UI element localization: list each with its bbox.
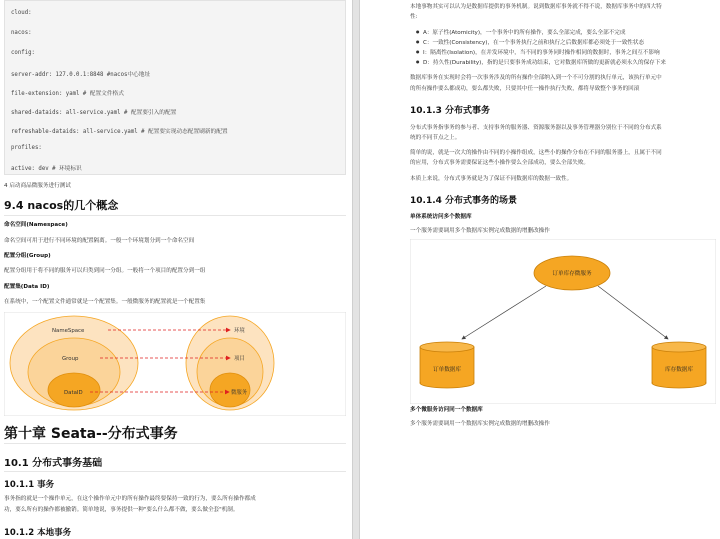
section-title-transaction: 10.1.1 事务 [4,480,55,490]
distributed-text-1: 分布式事务指事务的参与者、支持事务的服务器、资源服务器以及事务管理器分别位于不同的分布式系 [410,125,662,131]
distributed-text-5: 本质上来说，分布式事务就是为了保证不同数据库的数据一致性。 [410,176,573,182]
right-page [360,0,720,539]
divider [4,443,346,444]
label-project: 项目 [234,356,245,362]
transaction-text-2: 功，要么所有的操作都被撤销。简单地说，事务提供一种"要么什么都不做，要么做全套"机制。 [4,507,239,513]
chapter-title: 第十章 Seata--分布式事务 [4,426,178,442]
code-line: shared-dataids: all-service.yaml # 配置要引入的配置 [11,110,177,116]
section-title-basics: 10.1 分布式事务基础 [4,458,103,469]
group-label: 配置分组(Group) [4,253,51,259]
code-line: file-extension: yaml # 配置文件格式 [11,91,124,97]
db-transaction-text-1: 数据库事务在实现时会将一次事务涉及的所有操作全部纳入到一个不可分割的执行单元，该执行单元中 [410,75,662,81]
scene2-title: 多个微服务访问同一个数据库 [410,407,483,413]
scene2-desc: 多个服务需要调用一个数据库实例完成数据的增删改操作 [410,421,550,427]
monolith-multi-db-diagram [410,239,716,404]
code-line: nacos: [11,30,32,36]
label-group: Group [62,356,79,362]
distributed-text-4: 的应用，分布式事务需要保证这些小操作要么全部成功，要么全部失败。 [410,160,590,166]
label-environment: 环境 [234,328,245,334]
namespace-desc: 命名空间可用于进行不同环境的配置隔离。一般一个环境划分到一个命名空间 [4,238,195,244]
divider [4,471,346,472]
acid-item: ● C：一致性(Consistency)，在一个事务执行之前和执行之后数据库都必须处于一致性状态 [423,38,644,46]
acid-item: ● A：原子性(Atomicity)，一个事务中的所有操作，要么全部完成，要么全部不完成 [423,28,626,36]
order-db-label: 订单数据库 [433,367,461,373]
distributed-text-2: 统的不同节点之上。 [410,135,461,141]
order-database-icon [420,342,474,388]
intro-text-1: 本地事物其实可以认为是数据库提供的事务机制。说到数据库事务就不得不说，数据库事务中的四大特 [410,4,662,10]
yaml-code-block [4,0,346,175]
namespace-label: 命名空间(Namespace) [4,222,68,228]
label-namespace: NameSpace [52,328,85,334]
db-transaction-text-2: 的所有操作要么都成功，要么都失败，只要其中任一操作执行失败，都将导致整个事务的回滚 [410,86,640,92]
section-title-distributed: 10.1.3 分布式事务 [410,106,491,116]
divider [4,215,346,216]
stock-db-label: 库存数据库 [665,367,693,373]
stock-database-icon [652,342,706,388]
service-label: 订单库存微服务 [552,271,592,277]
nacos-concept-diagram [4,312,346,416]
scene1-desc: 一个服务需要调用多个数据库实例完成数据的增删改操作 [410,228,550,234]
code-line: refreshable-dataids: all-service.yaml # 配置要实现动态配置刷新的配置 [11,129,228,135]
scene1-title: 单体系统访问多个数据库 [410,214,472,220]
label-dataid: DataID [64,390,83,396]
page-gutter [352,0,360,539]
distributed-text-3: 简单的说，就是一次大的操作由不同的小操作组成，这些小的操作分布在不同的服务器上，且属于不同 [410,150,662,156]
acid-item: ● I：隔离性(Isolation)，在并发环境中，当不同的事务同时操作相同的数据时，事务之间互不影响 [423,48,660,56]
code-line: active: dev # 环境标识 [11,166,82,172]
step-note: 4 启动商品微服务进行测试 [4,183,71,189]
dataid-label: 配置集(Data ID) [4,284,50,290]
label-microservice: 微服务 [231,390,248,396]
acid-item: ● D：持久性(Durability)，指的是只要事务成功结束，它对数据库所做的更新就必须永久的保存下来 [423,58,666,66]
left-page [0,0,352,539]
code-line: profiles: [11,145,42,151]
code-line: server-addr: 127.0.0.1:8848 #nacos中心地址 [11,72,151,78]
dataid-desc: 在系统中，一个配置文件通常就是一个配置集。一般微服务的配置就是一个配置集 [4,299,206,305]
section-title-local-transaction: 10.1.2 本地事务 [4,528,72,538]
group-desc: 配置分组用于将不同的服务可以归类到同一分组。一般将一个项目的配置分到一组 [4,268,206,274]
transaction-text-1: 事务指的就是一个操作单元，在这个操作单元中的所有操作最终要保持一致的行为，要么所有操作都成 [4,496,256,502]
section-title-scenarios: 10.1.4 分布式事务的场景 [410,196,518,206]
code-line: config: [11,50,35,56]
section-title-nacos-concepts: 9.4 nacos的几个概念 [4,199,119,212]
intro-text-2: 性: [410,14,418,20]
code-line: cloud: [11,10,32,16]
